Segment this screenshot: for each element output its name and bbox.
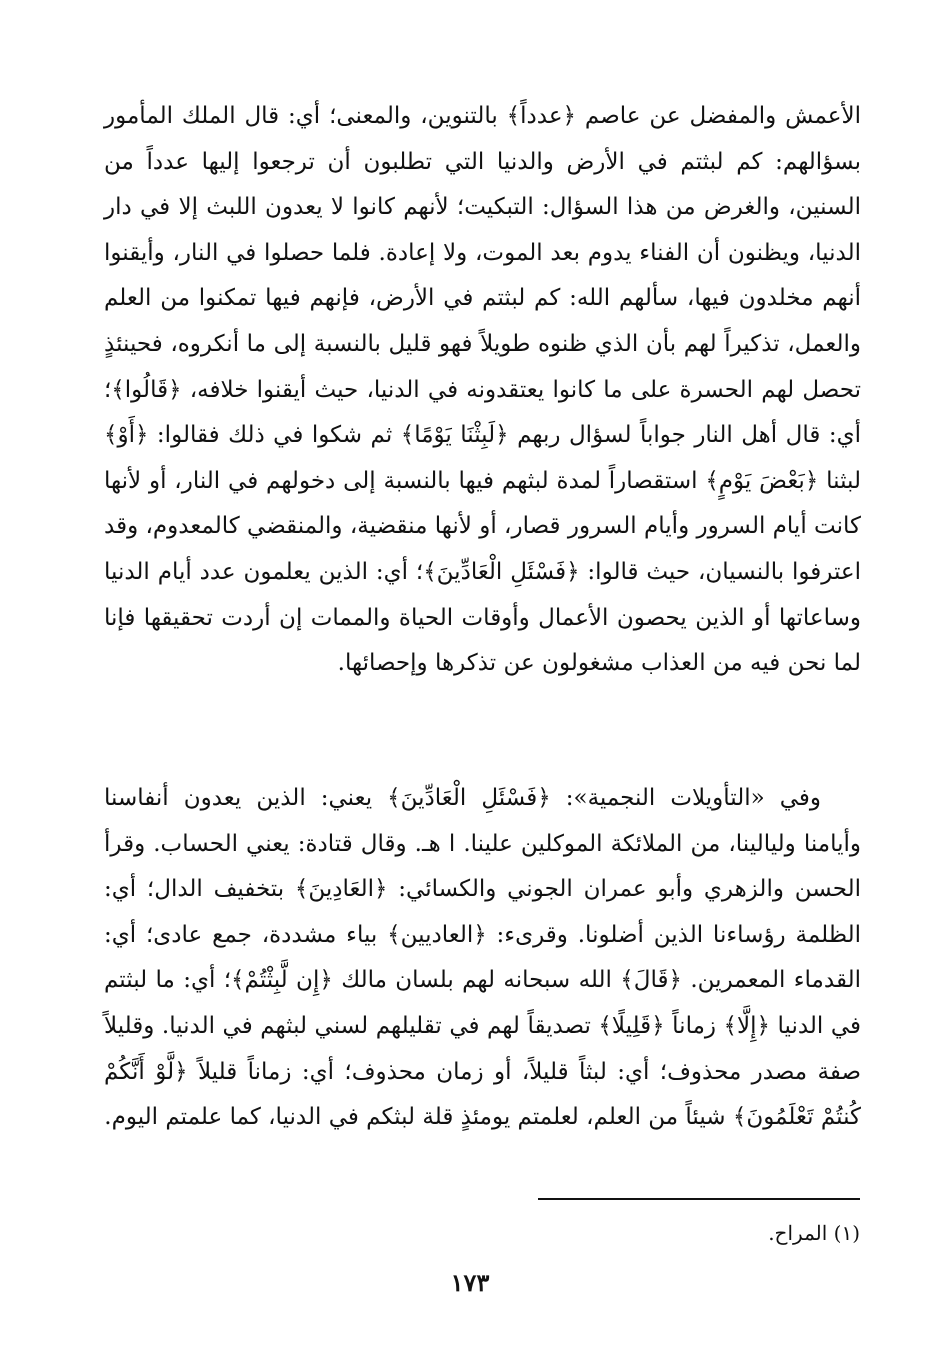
page-number: ١٧٣: [450, 1268, 490, 1297]
footnote: (١) المراح.: [768, 1221, 860, 1245]
main-paragraph-1: الأعمش والمفضل عن عاصم ﴿عدداً﴾ بالتنوين، والمعنى؛ أي: قال الملك المأمور بسؤالهم: كم لبثتم في الأرض والدنيا التي تطلبون أن ترجعوا إليها عدداً من السنين، والغرض من هذا السؤال: التبكيت؛ لأنهم كانوا لا يعدون اللبث إلا في دار الدنيا، ويظنون أن الفناء يدوم بعد الموت، ولا إعادة. فلما حصلوا في النار، وأيقنوا أنهم مخلدون فيها، سألهم الله: كم لبثتم في الأرض، فإنهم فيها تمكنوا من العلم والعمل، تذكيراً لهم بأن الذي ظنوه طويلاً فهو قليل بالنسبة إلى ما أنكروه، فحينئذٍ تحصل لهم الحسرة على ما كانوا يعتقدونه في الدنيا، حيث أيقنوا خلافه، ﴿قَالُوا﴾؛ أي: قال أهل النار جواباً لسؤال ربهم ﴿لَبِثْنَا يَوْمًا﴾ ثم شكوا في ذلك فقالوا: ﴿أَوْ﴾ لبثنا ﴿بَعْضَ يَوْمٍ﴾ استقصاراً لمدة لبثهم فيها بالنسبة إلى دخولهم في النار، أو لأنها كانت أيام السرور وأيام السرور قصار، أو لأنها منقضية، والمنقضي كالمعدوم، وقد اعترفوا بالنسيان، حيث قالوا: ﴿فَسْئَلِ الْعَادِّينَ﴾؛ أي: الذين يعلمون عدد أيام الدنيا وساعاتها أو الذين يحصون الأعمال وأوقات الحياة والممات إن أردت تحقيقها فإنا لما نحن فيه من العذاب مشغولون عن تذكرها وإحصائها.: [104, 103, 861, 677]
footnote-separator: [538, 1198, 860, 1200]
main-paragraph-2: وفي «التأويلات النجمية»: ﴿فَسْئَلِ الْعَادِّينَ﴾ يعني: الذين يعدون أنفاسنا وأيامنا وليالينا، من الملائكة الموكلين علينا. ا هـ. وقال قتادة: يعني الحساب. وقرأ الحسن والزهري وأبو عمران الجوني والكسائي: ﴿العَادِينَ﴾ بتخفيف الدال؛ أي: الظلمة رؤساءنا الذين أضلونا. وقرىء: ﴿العاديين﴾ بياء مشددة، جمع عادى؛ أي: القدماء المعمرين. ﴿قَالَ﴾ الله سبحانه لهم بلسان مالك ﴿إِن لَّبِثْتُمْ﴾؛ أي: ما لبثتم في الدنيا ﴿إِلَّا﴾ زماناً ﴿قَلِيلًا﴾ تصديقاً لهم في تقليلهم لسني لبثهم في الدنيا. وقليلاً صفة مصدر محذوف؛ أي: لبثاً قليلاً، أو زمان محذوف؛ أي: زماناً قليلاً ﴿لَّوْ أَنَّكُمْ كُنتُمْ تَعْلَمُونَ﴾ شيئاً من العلم، لعلمتم يومئذٍ قلة لبثكم في الدنيا، كما علمتم اليوم.: [104, 785, 861, 1131]
